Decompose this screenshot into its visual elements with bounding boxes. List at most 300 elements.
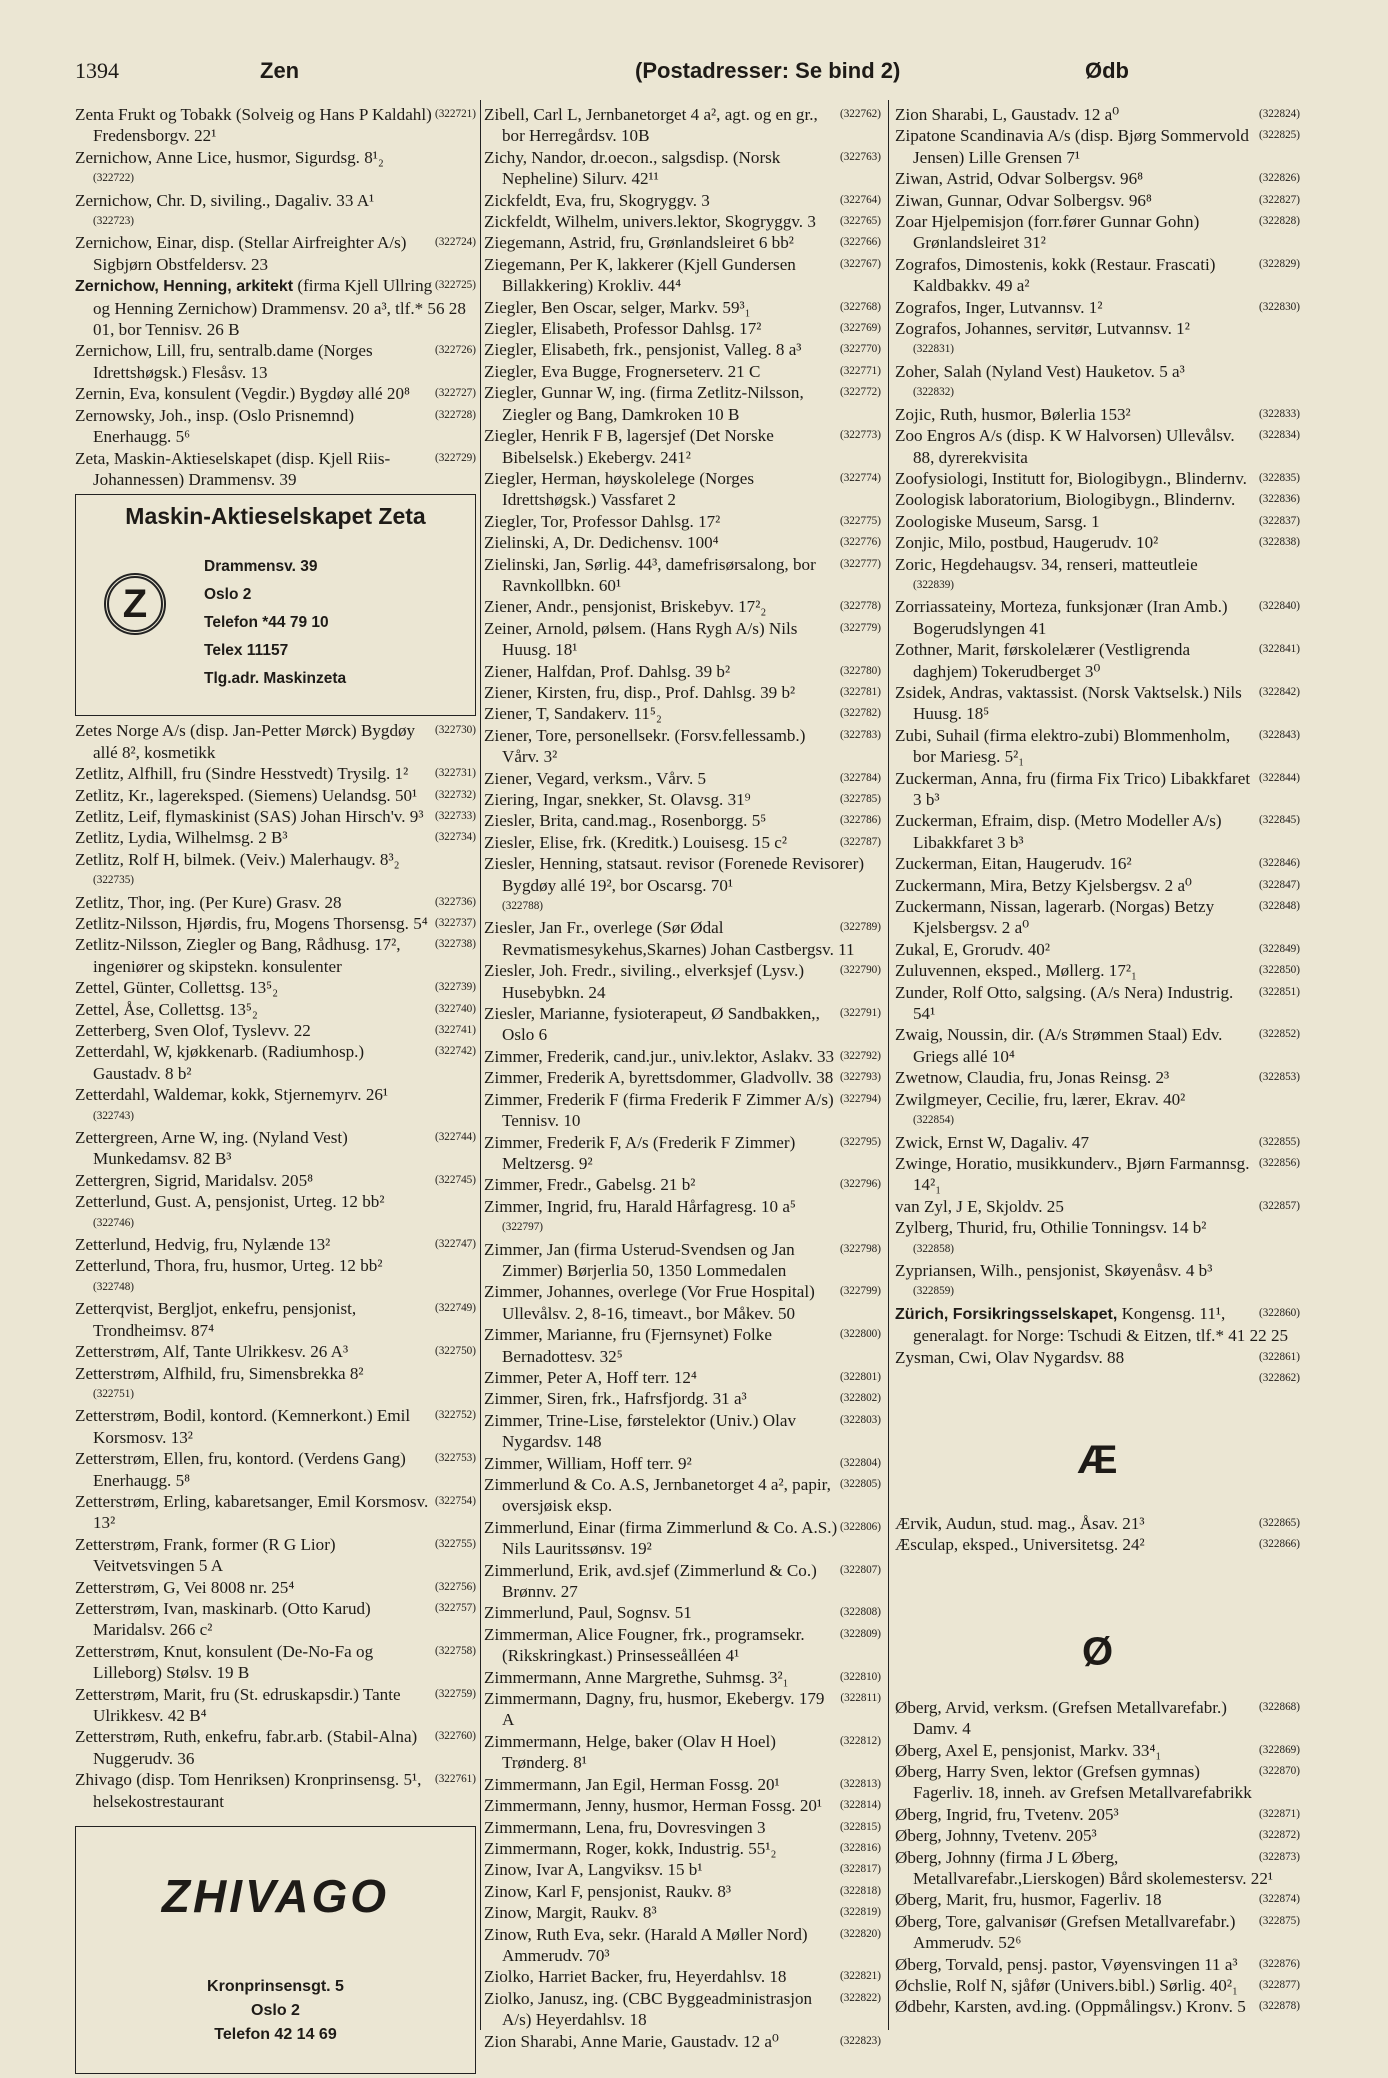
entry-text: Zunder, Rolf Otto, salgsing. (A/s Nera) Industrig. 54¹	[895, 982, 1234, 1024]
directory-entry	[895, 1089, 1300, 1132]
entry-text: Zuckerman, Eitan, Haugerudv. 16²	[895, 854, 1132, 874]
entry-text: Ziesler, Jan Fr., overlege (Sør Ødal Revmatismesykehus,Skarnes) Johan Castbergsv. 11	[484, 918, 855, 959]
directory-entry	[484, 1966, 881, 1987]
entry-number: ( 322844 )	[1259, 768, 1300, 789]
entry-number: ( 322778 )	[840, 596, 881, 617]
entry-text: Zografos, Dimostenis, kokk (Restaur. Frascati) Kaldbakkv. 49 a²	[895, 254, 1216, 296]
entry-number: ( 322775 )	[840, 511, 881, 532]
entry-text: Øberg, Johnny, Tvetenv. 205³	[895, 1826, 1097, 1846]
entry-text: Zetterstrøm, Bodil, kontord. (Kemnerkont.) Emil Korsmosv. 13²	[75, 1406, 411, 1447]
directory-entry	[895, 810, 1300, 853]
entry-text: Zoologisk laboratorium, Biologibygn., Blindernv.	[895, 490, 1236, 510]
directory-entry	[895, 639, 1300, 682]
entry-text: Zetes Norge A/s (disp. Jan-Petter Mørck) Bygdøy allé 8², kosmetikk	[75, 721, 416, 762]
entry-number: ( 322807 )	[840, 1560, 881, 1581]
entry-list	[75, 720, 476, 1812]
ad-line: Drammensv. 39	[204, 558, 318, 576]
entry-list	[484, 104, 881, 2052]
entry-number: ( 322814 )	[840, 1795, 881, 1816]
entry-number: ( 322847 )	[1259, 875, 1300, 896]
entry-number: ( 322754 )	[435, 1491, 476, 1512]
section-letter-oe: Ø	[1081, 1629, 1114, 1674]
entry-text: Zysman, Cwi, Olav Nygardsv. 88	[895, 1347, 1125, 1367]
directory-entry	[895, 982, 1300, 1025]
entry-text: Ziolko, Janusz, ing. (CBC Byggeadministrasjon A/s) Heyerdahlsv. 18	[484, 1988, 813, 2030]
entry-text: Zuckermann, Nissan, lagerarb. (Norgas) Betzy Kjelsbergsv. 2 a⁰	[895, 897, 1215, 938]
directory-entry	[895, 468, 1300, 489]
entry-number: ( 322763 )	[840, 147, 881, 168]
directory-entry	[75, 1534, 476, 1577]
directory-entry	[484, 682, 881, 703]
directory-entry	[75, 999, 476, 1020]
directory-entry	[75, 1598, 476, 1641]
directory-entry	[895, 554, 1300, 597]
entry-number: ( 322735 )	[93, 870, 476, 891]
entry-number: ( 322772 )	[840, 382, 881, 403]
directory-entry	[484, 1667, 881, 1688]
entry-text: Zoar Hjelpemisjon (forr.fører Gunnar Gohn) Grønlandsleiret 31²	[895, 212, 1200, 253]
directory-entry	[484, 1281, 881, 1324]
entry-number: ( 322858 )	[913, 1239, 1300, 1260]
entry-number: ( 322816 )	[840, 1838, 881, 1859]
directory-entry	[75, 1041, 476, 1084]
page-header	[75, 58, 1335, 88]
entry-number: ( 322744 )	[435, 1127, 476, 1148]
directory-entry	[895, 1217, 1300, 1260]
entry-text: Zielinski, A, Dr. Dedichensv. 100⁴	[484, 533, 719, 553]
entry-number: ( 322746 )	[93, 1213, 476, 1234]
directory-entry	[75, 892, 476, 913]
directory-entry	[895, 725, 1300, 768]
entry-number: ( 322727 )	[435, 383, 476, 404]
directory-entry	[484, 1817, 881, 1838]
ad-line: Telex 11157	[204, 642, 289, 660]
entry-number: ( 322777 )	[840, 554, 881, 575]
entry-number: ( 322766 )	[840, 232, 881, 253]
entry-number: ( 322782 )	[840, 703, 881, 724]
entry-text: Zion Sharabi, L, Gaustadv. 12 a⁰	[895, 105, 1120, 124]
entry-text: Zetlitz, Lydia, Wilhelmsg. 2 B³	[75, 828, 288, 848]
directory-entry: ( 322725 ) Zernichow, Henning, arkitekt (firma Kjell Ullring og Henning Zernichow) Drammensv. 20 a³, tlf.* 56 28 01, bor Tennisv. 26 B	[75, 275, 476, 340]
entry-number: ( 322787 )	[840, 832, 881, 853]
entry-number: ( 322848 )	[1259, 896, 1300, 917]
directory-entry	[75, 977, 476, 998]
entry-number: ( 322728 )	[435, 405, 476, 426]
directory-entry	[75, 1491, 476, 1534]
entry-text: Zimmermann, Jenny, husmor, Herman Fossg. 20¹	[484, 1796, 823, 1816]
entry-number: ( 322806 )	[840, 1517, 881, 1538]
entry-text: Zimmermann, Helge, baker (Olav H Hoel) Trønderg. 8¹	[484, 1731, 776, 1773]
entry-text: Zetterlund, Hedvig, fru, Nylænde 13²	[75, 1235, 331, 1255]
entry-number: ( 322860 )	[1259, 1303, 1300, 1324]
directory-entry	[75, 1684, 476, 1727]
entry-text: Zetlitz-Nilsson, Hjørdis, fru, Mogens Thorsensg. 5⁴	[75, 913, 428, 933]
entry-number: ( 322758 )	[435, 1641, 476, 1662]
entry-text: Ziegler, Elisabeth, Professor Dahlsg. 17²	[484, 319, 762, 339]
entry-number: ( 322810 )	[840, 1667, 881, 1688]
directory-entry	[895, 853, 1300, 874]
entry-text: Zimmerlund & Co. A.S, Jernbanetorget 4 a², papir, oversjøisk eksp.	[484, 1475, 831, 1516]
directory-entry	[75, 1726, 476, 1769]
entry-number: ( 322878 )	[1259, 1996, 1300, 2017]
directory-entry	[75, 448, 476, 491]
directory-entry	[484, 361, 881, 382]
directory-entry	[484, 1174, 881, 1195]
directory-entry	[895, 104, 1300, 125]
directory-entry	[484, 618, 881, 661]
entry-number: ( 322871 )	[1259, 1804, 1300, 1825]
entry-number: ( 322870 )	[1259, 1761, 1300, 1782]
directory-entry	[75, 383, 476, 404]
entry-number: ( 322811 )	[840, 1688, 881, 1709]
entry-number: ( 322805 )	[840, 1474, 881, 1495]
entry-number: ( 322831 )	[913, 339, 1300, 360]
entry-number: ( 322855 )	[1259, 1132, 1300, 1153]
entry-number: ( 322840 )	[1259, 596, 1300, 617]
directory-entry	[895, 1996, 1300, 2017]
entry-text: Ziener, Tore, personellsekr. (Forsv.fellessamb.) Vårv. 3²	[484, 725, 806, 767]
entry-text: Zetlitz-Nilsson, Ziegler og Bang, Rådhusg. 17², ingeniører og skipstekn. konsulenter	[75, 935, 401, 976]
directory-entry	[895, 297, 1300, 318]
entry-number: ( 322873 )	[1259, 1847, 1300, 1868]
entry-text: Zukal, E, Grorudv. 40²	[895, 939, 1050, 959]
directory-entry	[484, 1881, 881, 1902]
entry-number: ( 322829 )	[1259, 254, 1300, 275]
entry-list	[75, 104, 476, 490]
directory-entry	[484, 1046, 881, 1067]
directory-entry	[895, 1697, 1300, 1740]
entry-number: ( 322747 )	[435, 1234, 476, 1255]
entry-number: ( 322742 )	[435, 1041, 476, 1062]
directory-entry	[895, 190, 1300, 211]
entry-text: Zetterlund, Thora, fru, husmor, Urteg. 12 bb²	[75, 1256, 383, 1276]
entry-number: ( 322802 )	[840, 1388, 881, 1409]
entry-number: ( 322725 )	[435, 275, 476, 296]
entry-number: ( 322748 )	[93, 1277, 476, 1298]
directory-entry	[75, 1769, 476, 1812]
directory-entry	[484, 1410, 881, 1453]
directory-entry	[75, 1577, 476, 1598]
entry-number: ( 322743 )	[93, 1106, 476, 1127]
entry-text: Zetterstrøm, Marit, fru (St. edruskapsdir.) Tante Ulrikkesv. 42 B⁴	[75, 1684, 401, 1725]
entry-number: ( 322796 )	[840, 1174, 881, 1195]
entry-text: Ziener, Vegard, verksm., Vårv. 5	[484, 768, 707, 788]
entry-text: Ziesler, Henning, statsaut. revisor (Forenede Revisorer) Bygdøy allé 19², bor Oscarsg. 70¹	[484, 854, 865, 895]
directory-entry	[484, 1367, 881, 1388]
directory-entry	[895, 1825, 1300, 1846]
entry-text: Zwaig, Noussin, dir. (A/s Strømmen Staal) Edv. Griegs allé 10⁴	[895, 1025, 1223, 1066]
entry-number: ( 322824 )	[1259, 104, 1300, 125]
entry-text: Øberg, Tore, galvanisør (Grefsen Metallvarefabr.) Ammerudv. 52⁶	[895, 1911, 1236, 1953]
entry-number: ( 322729 )	[435, 448, 476, 469]
entry-number: ( 322820 )	[840, 1924, 881, 1945]
entry-text: Zubi, Suhail (firma elektro-zubi) Blommenholm, bor Mariesg. 5²₁	[895, 725, 1231, 767]
entry-text: Zimmer, Frederik, cand.jur., univ.lektor, Aslakv. 33	[484, 1046, 835, 1066]
entry-number: ( 322849 )	[1259, 939, 1300, 960]
entry-number: ( 322738 )	[435, 934, 476, 955]
entry-number: ( 322827 )	[1259, 190, 1300, 211]
directory-entry	[895, 1975, 1300, 1996]
entry-number: ( 322730 )	[435, 720, 476, 741]
entry-text: Ziegler, Henrik F B, lagersjef (Det Norske Bibelselsk.) Ekebergv. 241²	[484, 426, 774, 467]
directory-entry	[484, 1239, 881, 1282]
entry-number: ( 322846 )	[1259, 853, 1300, 874]
entry-text: Zuluvennen, eksped., Møllerg. 17²₁	[895, 961, 1137, 981]
directory-entry	[484, 1089, 881, 1132]
entry-text: Zetterlund, Gust. A, pensjonist, Urteg. 12 bb²	[75, 1192, 385, 1212]
directory-entry	[75, 1255, 476, 1298]
entry-number: ( 322853 )	[1259, 1067, 1300, 1088]
entry-number: ( 322745 )	[435, 1170, 476, 1191]
directory-entry	[484, 382, 881, 425]
entry-text: Ziener, Halfdan, Prof. Dahlsg. 39 b²	[484, 661, 731, 681]
column-rule	[888, 100, 889, 2030]
entry-text: Ziwan, Gunnar, Odvar Solbergsv. 96⁸	[895, 190, 1152, 210]
directory-entry	[895, 682, 1300, 725]
directory-entry	[484, 661, 881, 682]
ad-line: Telefon *44 79 10	[204, 614, 329, 632]
entry-text: Zimmer, Jan (firma Usterud-Svendsen og Jan Zimmer) Børjerlia 50, 1350 Lommedalen	[484, 1239, 795, 1280]
entry-text: Zickfeldt, Eva, fru, Skogryggv. 3	[484, 190, 710, 210]
directory-entry	[895, 1954, 1300, 1975]
directory-entry	[484, 1902, 881, 1923]
entry-text: Zimmer, Fredr., Gabelsg. 21 b²	[484, 1175, 696, 1195]
entry-text: Zimmer, Johannes, overlege (Vor Frue Hospital) Ullevålsv. 2, 8-16, timeavt., bor Måkev. 50	[484, 1282, 815, 1323]
ad-lines	[204, 553, 346, 693]
entry-text: Zimmermann, Roger, kokk, Industrig. 55¹₂	[484, 1838, 777, 1858]
directory-entry	[75, 720, 476, 763]
entry-number: ( 322822 )	[840, 1988, 881, 2009]
directory-entry	[895, 1347, 1300, 1368]
directory-entry	[484, 789, 881, 810]
entry-number: ( 322859 )	[913, 1281, 1300, 1302]
entry-text: Ziegler, Ben Oscar, selger, Markv. 59³₁	[484, 297, 751, 317]
entry-text: Zinow, Margit, Raukv. 8³	[484, 1903, 657, 1923]
section-letter-ae: Æ	[1077, 1437, 1118, 1482]
directory-entry	[895, 1132, 1300, 1153]
entry-number: ( 322875 )	[1259, 1911, 1300, 1932]
entry-text: Zichy, Nandor, dr.oecon., salgsdisp. (Norsk Nepheline) Silurv. 42¹¹	[484, 147, 781, 189]
entry-text: Ziener, Andr., pensjonist, Briskebyv. 17²₂	[484, 597, 767, 617]
directory-entry	[484, 190, 881, 211]
entry-text: Zimmer, Frederik A, byrettsdommer, Gladvollv. 38	[484, 1068, 834, 1088]
directory-entry	[895, 1534, 1300, 1555]
entry-text: Zernowsky, Joh., insp. (Oslo Prisnemnd) Enerhaugg. 5⁶	[75, 405, 355, 447]
entry-text: Zwetnow, Claudia, fru, Jonas Reinsg. 2³	[895, 1068, 1170, 1088]
entry-number: ( 322850 )	[1259, 960, 1300, 981]
entry-text: Zetterstrøm, Ellen, fru, kontord. (Verdens Gang) Enerhaugg. 5⁸	[75, 1449, 406, 1490]
entry-text: Ziegler, Gunnar W, ing. (firma Zetlitz-Nilsson, Ziegler og Bang, Damkroken 10 B	[484, 383, 804, 424]
entry-number: ( 322797 )	[502, 1217, 881, 1238]
entry-text: Zwinge, Horatio, musikkunderv., Bjørn Farmannsg. 14²₁	[895, 1153, 1250, 1195]
entry-text: Zetterberg, Sven Olof, Tyslevv. 22	[75, 1021, 311, 1040]
entry-text: Zimmer, Trine-Lise, førstelektor (Univ.) Olav Nygardsv. 148	[484, 1410, 797, 1452]
entry-number: ( 322809 )	[840, 1624, 881, 1645]
entry-number: ( 322791 )	[840, 1003, 881, 1024]
directory-entry	[484, 1474, 881, 1517]
entry-text: Zwilgmeyer, Cecilie, fru, lærer, Ekrav. 40²	[895, 1089, 1186, 1109]
directory-entry	[484, 425, 881, 468]
entry-text: Zojic, Ruth, husmor, Bølerlia 153²	[895, 404, 1131, 424]
entry-number: ( 322734 )	[435, 827, 476, 848]
entry-number: ( 322739 )	[435, 977, 476, 998]
entry-text: Øberg, Harry Sven, lektor (Grefsen gymnas) Fagerliv. 18, inneh. av Grefsen Metallvarefabrikk	[895, 1762, 1252, 1803]
directory-entry	[484, 1774, 881, 1795]
entry-number: ( 322839 )	[913, 575, 1300, 596]
entry-text: Zoo Engros A/s (disp. K W Halvorsen) Ullevålsv. 88, dyrerekvisita	[895, 426, 1235, 467]
entry-text: Zettel, Åse, Collettsg. 13⁵₂	[75, 999, 258, 1019]
directory-entry	[75, 1298, 476, 1341]
directory-entry	[75, 785, 476, 806]
entry-text: Ziegler, Tor, Professor Dahlsg. 17²	[484, 511, 721, 531]
entry-list	[895, 1513, 1300, 1556]
entry-number: ( 322749 )	[435, 1298, 476, 1319]
entry-number: ( 322784 )	[840, 768, 881, 789]
directory-entry	[895, 596, 1300, 639]
column-3	[895, 104, 1300, 2018]
directory-entry	[484, 2031, 881, 2052]
entry-number: ( 322789 )	[840, 917, 881, 938]
entry-number: ( 322779 )	[840, 618, 881, 639]
directory-entry	[895, 168, 1300, 189]
ad-zhivago	[75, 1826, 476, 2074]
entry-number: ( 322722 )	[93, 168, 476, 189]
entry-number: ( 322872 )	[1259, 1825, 1300, 1846]
entry-text: Zoologiske Museum, Sarsg. 1	[895, 511, 1100, 531]
entry-name-bold: Zürich, Forsikringsselskapet,	[895, 1305, 1118, 1323]
entry-text: Zibell, Carl L, Jernbanetorget 4 a², agt. og en gr., bor Herregårdsv. 10B	[484, 105, 818, 146]
directory-entry	[895, 1740, 1300, 1761]
directory-entry	[484, 1795, 881, 1816]
entry-text: Zetterstrøm, Ivan, maskinarb. (Otto Karud) Maridalsv. 266 c²	[75, 1598, 371, 1640]
entry-text: Ærvik, Audun, stud. mag., Åsav. 21³	[895, 1513, 1145, 1533]
entry-number: ( 322732 )	[435, 785, 476, 806]
directory-entry	[895, 1024, 1300, 1067]
entry-number: ( 322756 )	[435, 1577, 476, 1598]
entry-number: ( 322798 )	[840, 1239, 881, 1260]
entry-number: ( 322764 )	[840, 190, 881, 211]
entry-number: ( 322808 )	[840, 1602, 881, 1623]
directory-entry	[484, 1453, 881, 1474]
entry-number: ( 322721 )	[435, 104, 476, 125]
entry-number: ( 322741 )	[435, 1020, 476, 1041]
directory-entry	[484, 1388, 881, 1409]
entry-number: ( 322794 )	[840, 1089, 881, 1110]
entry-text: Zoher, Salah (Nyland Vest) Hauketov. 5 a³	[895, 361, 1185, 381]
entry-number: ( 322761 )	[435, 1769, 476, 1790]
ad-line: Kronprinsensgt. 5	[207, 1978, 344, 1996]
header-note: (Postadresser: Se bind 2)	[635, 58, 901, 83]
directory-entry	[484, 1988, 881, 2031]
entry-number: ( 322841 )	[1259, 639, 1300, 660]
entry-text: Zetterstrøm, Frank, former (R G Lior) Veitvetsvingen 5 A	[75, 1534, 336, 1576]
directory-entry	[484, 1196, 881, 1239]
entry-number: ( 322812 )	[840, 1731, 881, 1752]
entry-number: ( 322862 )	[1259, 1368, 1300, 1389]
entry-number: ( 322821 )	[840, 1966, 881, 1987]
entry-text: Ziesler, Elise, frk. (Kreditk.) Louisesg. 15 c²	[484, 832, 788, 852]
entry-text: Zimmer, Ingrid, fru, Harald Hårfagresg. 10 a⁵	[484, 1196, 796, 1216]
entry-text: Zenta Frukt og Tobakk (Solveig og Hans P Kaldahl) Fredensborgv. 22¹	[75, 105, 432, 146]
entry-text: Zimmer, Frederik F, A/s (Frederik F Zimmer) Meltzersg. 9²	[484, 1132, 796, 1173]
directory-entry	[75, 849, 476, 892]
entry-number: ( 322826 )	[1259, 168, 1300, 189]
entry-number: ( 322788 )	[502, 896, 881, 917]
directory-entry	[75, 1234, 476, 1255]
entry-number: ( 322759 )	[435, 1684, 476, 1705]
entry-text: Zetterstrøm, Alf, Tante Ulrikkesv. 26 A³	[75, 1342, 349, 1362]
directory-entry	[484, 1324, 881, 1367]
entry-number: ( 322776 )	[840, 532, 881, 553]
directory-entry	[484, 1067, 881, 1088]
directory-entry: ( 322860 ) Zürich, Forsikringsselskapet, Kongensg. 11¹, generalagt. for Norge: Tschudi & Eitzen, tlf.* 41 22 25	[895, 1303, 1300, 1347]
directory-entry	[484, 1924, 881, 1967]
entry-number: ( 322815 )	[840, 1817, 881, 1838]
entry-name-bold: Zernichow, Henning, arkitekt	[75, 278, 294, 296]
entry-number: ( 322874 )	[1259, 1889, 1300, 1910]
entry-text: Zernichow, Chr. D, siviling., Dagaliv. 33 A¹	[75, 190, 375, 210]
entry-text: Zimmermann, Jan Egil, Herman Fossg. 20¹	[484, 1774, 780, 1794]
directory-entry	[895, 1260, 1300, 1303]
page-number: 1394	[75, 58, 119, 83]
entry-text: Øchslie, Rolf N, sjåfør (Univers.bibl.) Sørlig. 40²₁	[895, 1976, 1238, 1996]
directory-entry	[484, 104, 881, 147]
entry-text: Zettergren, Sigrid, Maridalsv. 205⁸	[75, 1170, 314, 1190]
directory-entry	[75, 405, 476, 448]
entry-text: Zimmermann, Anne Margrethe, Suhmsg. 3²₁	[484, 1667, 789, 1687]
entry-text: Zonjic, Milo, postbud, Haugerudv. 10²	[895, 533, 1159, 553]
entry-text: Ziesler, Brita, cand.mag., Rosenborgg. 5⁵	[484, 811, 767, 831]
directory-entry	[484, 532, 881, 553]
directory-entry	[484, 853, 881, 917]
ad-line: Telefon 42 14 69	[214, 2026, 337, 2044]
directory-entry	[484, 703, 881, 724]
directory-entry	[895, 768, 1300, 811]
directory-entry	[484, 768, 881, 789]
entry-number: ( 322819 )	[840, 1902, 881, 1923]
entry-text: Zimmer, Peter A, Hoff terr. 12⁴	[484, 1367, 697, 1387]
entry-text: Zografos, Inger, Lutvannsv. 1²	[895, 297, 1103, 317]
directory-entry	[484, 554, 881, 597]
entry-number: ( 322751 )	[93, 1384, 476, 1405]
directory-entry	[484, 297, 881, 318]
entry-number: ( 322750 )	[435, 1341, 476, 1362]
directory-entry	[484, 468, 881, 511]
directory-entry	[895, 1067, 1300, 1088]
entry-text: Zernin, Eva, konsulent (Vegdir.) Bygdøy allé 20⁸	[75, 384, 410, 404]
directory-entry	[895, 254, 1300, 297]
entry-text: Zetlitz, Rolf H, bilmek. (Veiv.) Malerhaugv. 8³₂	[75, 849, 400, 869]
directory-entry	[75, 1020, 476, 1041]
directory-entry	[484, 254, 881, 297]
entry-number: ( 322842 )	[1259, 682, 1300, 703]
directory-entry	[75, 1341, 476, 1362]
entry-number: ( 322795 )	[840, 1132, 881, 1153]
entry-text: Ziegler, Elisabeth, frk., pensjonist, Valleg. 8 a³	[484, 340, 802, 360]
ad-title: Maskin-Aktieselskapet Zeta	[125, 503, 426, 530]
directory-entry	[895, 875, 1300, 896]
entry-number: ( 322753 )	[435, 1448, 476, 1469]
directory-entry	[895, 361, 1300, 404]
directory-entry	[484, 339, 881, 360]
entry-number: ( 322825 )	[1259, 125, 1300, 146]
directory-entry	[484, 511, 881, 532]
entry-number: ( 322852 )	[1259, 1024, 1300, 1045]
directory-entry	[895, 1513, 1300, 1534]
entry-number: ( 322835 )	[1259, 468, 1300, 489]
entry-text: Zernichow, Anne Lice, husmor, Sigurdsg. 8¹₂	[75, 147, 384, 167]
entry-text: Zothner, Marit, førskolelærer (Vestligrenda daghjem) Tokerudberget 3⁰	[895, 640, 1191, 681]
